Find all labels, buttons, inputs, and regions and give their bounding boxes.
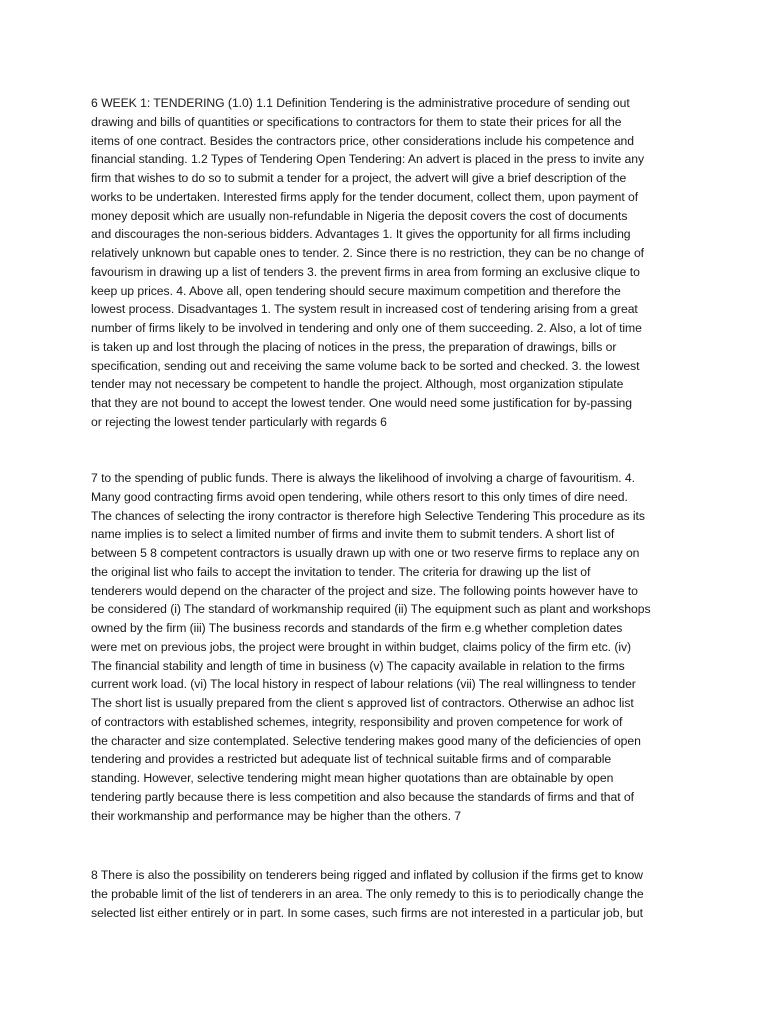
text-line: The financial stability and length of time in business (v) The capacity available in relation to the firms (91, 658, 625, 673)
text-line: owned by the firm (iii) The business records and standards of the firm e.g whether completion dates (91, 621, 623, 635)
text-line: tendering partly because there is less competition and also because the standards of firms and that of (91, 789, 634, 804)
text-line: items of one contract. Besides the contractors price, other considerations include his competence and (91, 133, 635, 148)
text-line: the original list who fails to accept the invitation to tender. The criteria for drawing up the list of (91, 564, 591, 579)
text-line: were met on previous jobs, the project were brought in within budget, claims policy of the firm etc. (iv) (91, 639, 632, 654)
text-line: their workmanship and performance may be higher than the others. 7 (91, 808, 461, 823)
text-line: The chances of selecting the irony contractor is therefore high Selective Tendering This procedure as its (91, 508, 645, 523)
text-line: firm that wishes to do so to submit a tender for a project, the advert will give a brief description of the (91, 171, 627, 185)
text-line: tenderers would depend on the character of the project and size. The following points however have to (91, 583, 638, 598)
text-line: selected list either entirely or in part. In some cases, such firms are not interested in a particular job, but (91, 905, 643, 920)
text-line: the probable limit of the list of tenderers in an area. The only remedy to this is to periodically change the (91, 886, 644, 901)
text-line: favourism in drawing up a list of tenders 3. the prevent firms in area from forming an exclusive clique to (91, 264, 640, 279)
text-line: 6 WEEK 1: TENDERING (1.0) 1.1 Definition Tendering is the administrative procedure of sending out (91, 96, 630, 110)
text-line: lowest process. Disadvantages 1. The system result in increased cost of tendering arising from a great (91, 302, 638, 317)
text-line: money deposit which are usually non-refundable in Nigeria the deposit covers the cost of documents (91, 208, 628, 223)
text-line: specification, sending out and receiving the same volume back to be sorted and checked. 3. the lowest (91, 358, 640, 373)
text-line: between 5 8 competent contractors is usually drawn up with one or two reserve firms to replace any on (91, 546, 640, 560)
text-line: relatively unknown but capable ones to tender. 2. Since there is no restriction, they can be no change of (91, 246, 645, 260)
text-line: the character and size contemplated. Selective tendering makes good many of the deficiencies of open (91, 733, 641, 748)
text-line: that they are not bound to accept the lowest tender. One would need some justification for by-passing (91, 396, 633, 410)
text-block-page-8 (91, 866, 681, 922)
text-line: 7 to the spending of public funds. There is always the likelihood of involving a charge of favouritism. 4. (91, 471, 635, 485)
text-line: 8 There is also the possibility on tenderers being rigged and inflated by collusion if the firms get to know (91, 868, 643, 882)
text-line: current work load. (vi) The local history in respect of labour relations (vii) The real willingness to tender (91, 677, 636, 692)
text-line: Many good contracting firms avoid open tendering, while others resort to this only times of dire need. (91, 489, 628, 504)
text-block-page-6 (91, 94, 681, 432)
text-line: financial standing. 1.2 Types of Tendering Open Tendering: An advert is placed in the press to invite any (91, 152, 645, 167)
text-line: The short list is usually prepared from the client s approved list of contractors. Otherwise an adhoc list (91, 696, 634, 710)
text-block-page-7 (91, 469, 681, 825)
text-line: number of firms likely to be involved in tendering and only one of them succeeding. 2. Also, a lot of time (91, 321, 642, 335)
text-line: keep up prices. 4. Above all, open tendering should secure maximum competition and therefore the (91, 283, 621, 298)
text-line: is taken up and lost through the placing of notices in the press, the preparation of drawings, bills or (91, 339, 617, 354)
text-line: of contractors with established schemes, integrity, responsibility and proven competence for work of (91, 714, 623, 729)
text-line: tendering and provides a restricted but adequate list of technical suitable firms and of comparable (91, 752, 612, 767)
text-line: drawing and bills of quantities or specifications to contractors for them to state their prices for all the (91, 114, 622, 129)
text-line: works to be undertaken. Interested firms apply for the tender document, collect them, upon payment of (91, 189, 639, 204)
text-line: be considered (i) The standard of workmanship required (ii) The equipment such as plant and workshops (91, 602, 651, 617)
text-line: and discourages the non-serious bidders. Advantages 1. It gives the opportunity for all firms including (91, 227, 631, 242)
text-line: or rejecting the lowest tender particularly with regards 6 (91, 414, 387, 429)
text-line: name implies is to select a limited number of firms and invite them to submit tenders. A short list of (91, 527, 615, 542)
text-line: tender may not necessary be competent to handle the project. Although, most organization stipulate (91, 377, 624, 392)
text-line: standing. However, selective tendering might mean higher quotations than are obtainable by open (91, 771, 614, 785)
